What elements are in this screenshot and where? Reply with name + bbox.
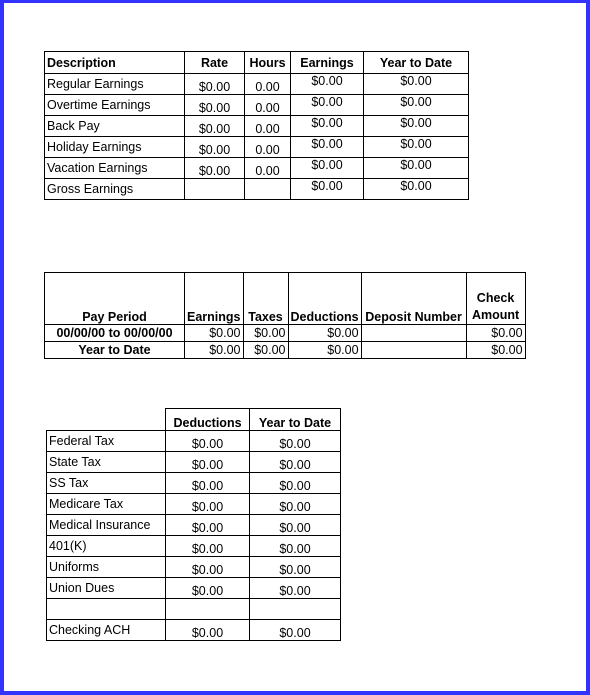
rate-cell: $0.00 [185, 95, 245, 116]
earnings-table [44, 51, 469, 200]
description-cell: Vacation Earnings [45, 158, 185, 179]
table-row [45, 137, 469, 158]
check-amount-cell: $0.00 [466, 325, 525, 342]
col-deductions: Deductions [288, 273, 361, 325]
check-label: Check [476, 291, 515, 305]
col-earnings: Earnings [291, 52, 364, 74]
earnings-cell: $0.00 [291, 158, 364, 179]
earnings-cell: $0.00 [185, 325, 244, 342]
pay-summary-table [44, 272, 526, 359]
deductions-cell: $0.00 [288, 342, 361, 359]
ytd-cell: $0.00 [250, 452, 341, 473]
table-row [45, 95, 469, 116]
col-check-amount [466, 273, 525, 325]
rate-cell: $0.00 [185, 137, 245, 158]
deposit-number-cell [361, 325, 466, 342]
earnings-cell: $0.00 [291, 116, 364, 137]
description-cell: Regular Earnings [45, 74, 185, 95]
table-row [47, 515, 341, 536]
description-cell: Holiday Earnings [45, 137, 185, 158]
rate-cell: $0.00 [185, 158, 245, 179]
ytd-cell: $0.00 [364, 158, 469, 179]
deduction-label-cell: State Tax [47, 452, 166, 473]
col-year-to-date: Year to Date [364, 52, 469, 74]
ytd-cell [250, 599, 341, 620]
table-row [47, 431, 341, 452]
taxes-cell: $0.00 [243, 342, 288, 359]
deduction-amount-cell: $0.00 [166, 536, 250, 557]
ytd-cell: $0.00 [250, 620, 341, 641]
col-taxes: Taxes [243, 273, 288, 325]
col-hours: Hours [245, 52, 291, 74]
ytd-cell: $0.00 [364, 95, 469, 116]
description-cell: Gross Earnings [45, 179, 185, 200]
rate-cell: $0.00 [185, 116, 245, 137]
ytd-cell: $0.00 [364, 137, 469, 158]
deduction-amount-cell: $0.00 [166, 515, 250, 536]
deduction-label-cell: Federal Tax [47, 431, 166, 452]
ytd-cell: $0.00 [250, 494, 341, 515]
deduction-amount-cell: $0.00 [166, 473, 250, 494]
deduction-label-cell: 401(K) [47, 536, 166, 557]
deduction-label-cell [47, 599, 166, 620]
table-row [47, 494, 341, 515]
table-row [47, 557, 341, 578]
hours-cell: 0.00 [245, 137, 291, 158]
ytd-cell: $0.00 [364, 179, 469, 200]
earnings-cell: $0.00 [291, 95, 364, 116]
deductions-header-row [47, 409, 341, 431]
col-earnings: Earnings [185, 273, 244, 325]
ytd-cell: $0.00 [250, 515, 341, 536]
deposit-number-cell [361, 342, 466, 359]
table-row [47, 452, 341, 473]
hours-cell: 0.00 [245, 116, 291, 137]
table-row [47, 473, 341, 494]
ytd-cell: $0.00 [250, 473, 341, 494]
deduction-label-cell: SS Tax [47, 473, 166, 494]
pay-period-cell: 00/00/00 to 00/00/00 [45, 325, 185, 342]
table-row [45, 158, 469, 179]
ytd-cell: $0.00 [250, 578, 341, 599]
deductions-table [46, 408, 341, 641]
table-row [47, 578, 341, 599]
ytd-cell: $0.00 [364, 74, 469, 95]
table-row [47, 599, 341, 620]
deduction-amount-cell: $0.00 [166, 494, 250, 515]
earnings-cell: $0.00 [185, 342, 244, 359]
table-row [45, 325, 526, 342]
earnings-cell: $0.00 [291, 74, 364, 95]
rate-cell: $0.00 [185, 74, 245, 95]
deduction-label-cell: Union Dues [47, 578, 166, 599]
hours-cell: 0.00 [245, 95, 291, 116]
ytd-cell: $0.00 [250, 431, 341, 452]
deductions-cell: $0.00 [288, 325, 361, 342]
hours-cell [245, 179, 291, 200]
rate-cell [185, 179, 245, 200]
table-row [47, 620, 341, 641]
deduction-label-cell: Uniforms [47, 557, 166, 578]
description-cell: Overtime Earnings [45, 95, 185, 116]
summary-header-row [45, 273, 526, 325]
blank-corner [47, 409, 166, 431]
table-row [45, 179, 469, 200]
hours-cell: 0.00 [245, 74, 291, 95]
deduction-amount-cell: $0.00 [166, 578, 250, 599]
ytd-cell: $0.00 [250, 557, 341, 578]
deduction-label-cell: Medicare Tax [47, 494, 166, 515]
earnings-cell: $0.00 [291, 137, 364, 158]
ytd-cell: $0.00 [250, 536, 341, 557]
earnings-header-row [45, 52, 469, 74]
deduction-amount-cell: $0.00 [166, 452, 250, 473]
amount-label: Amount [471, 308, 520, 322]
taxes-cell: $0.00 [243, 325, 288, 342]
deduction-label-cell: Checking ACH [47, 620, 166, 641]
hours-cell: 0.00 [245, 158, 291, 179]
deduction-amount-cell: $0.00 [166, 557, 250, 578]
deduction-amount-cell: $0.00 [166, 431, 250, 452]
col-description: Description [45, 52, 185, 74]
deduction-amount-cell [166, 599, 250, 620]
table-row [45, 342, 526, 359]
description-cell: Back Pay [45, 116, 185, 137]
table-row [45, 116, 469, 137]
col-pay-period: Pay Period [45, 273, 185, 325]
col-deductions: Deductions [166, 409, 250, 431]
col-rate: Rate [185, 52, 245, 74]
deduction-label-cell: Medical Insurance [47, 515, 166, 536]
check-amount-cell: $0.00 [466, 342, 525, 359]
table-row [47, 536, 341, 557]
ytd-cell: $0.00 [364, 116, 469, 137]
table-row [45, 74, 469, 95]
col-year-to-date: Year to Date [250, 409, 341, 431]
col-deposit-number: Deposit Number [361, 273, 466, 325]
deduction-amount-cell: $0.00 [166, 620, 250, 641]
earnings-cell: $0.00 [291, 179, 364, 200]
pay-period-cell: Year to Date [45, 342, 185, 359]
